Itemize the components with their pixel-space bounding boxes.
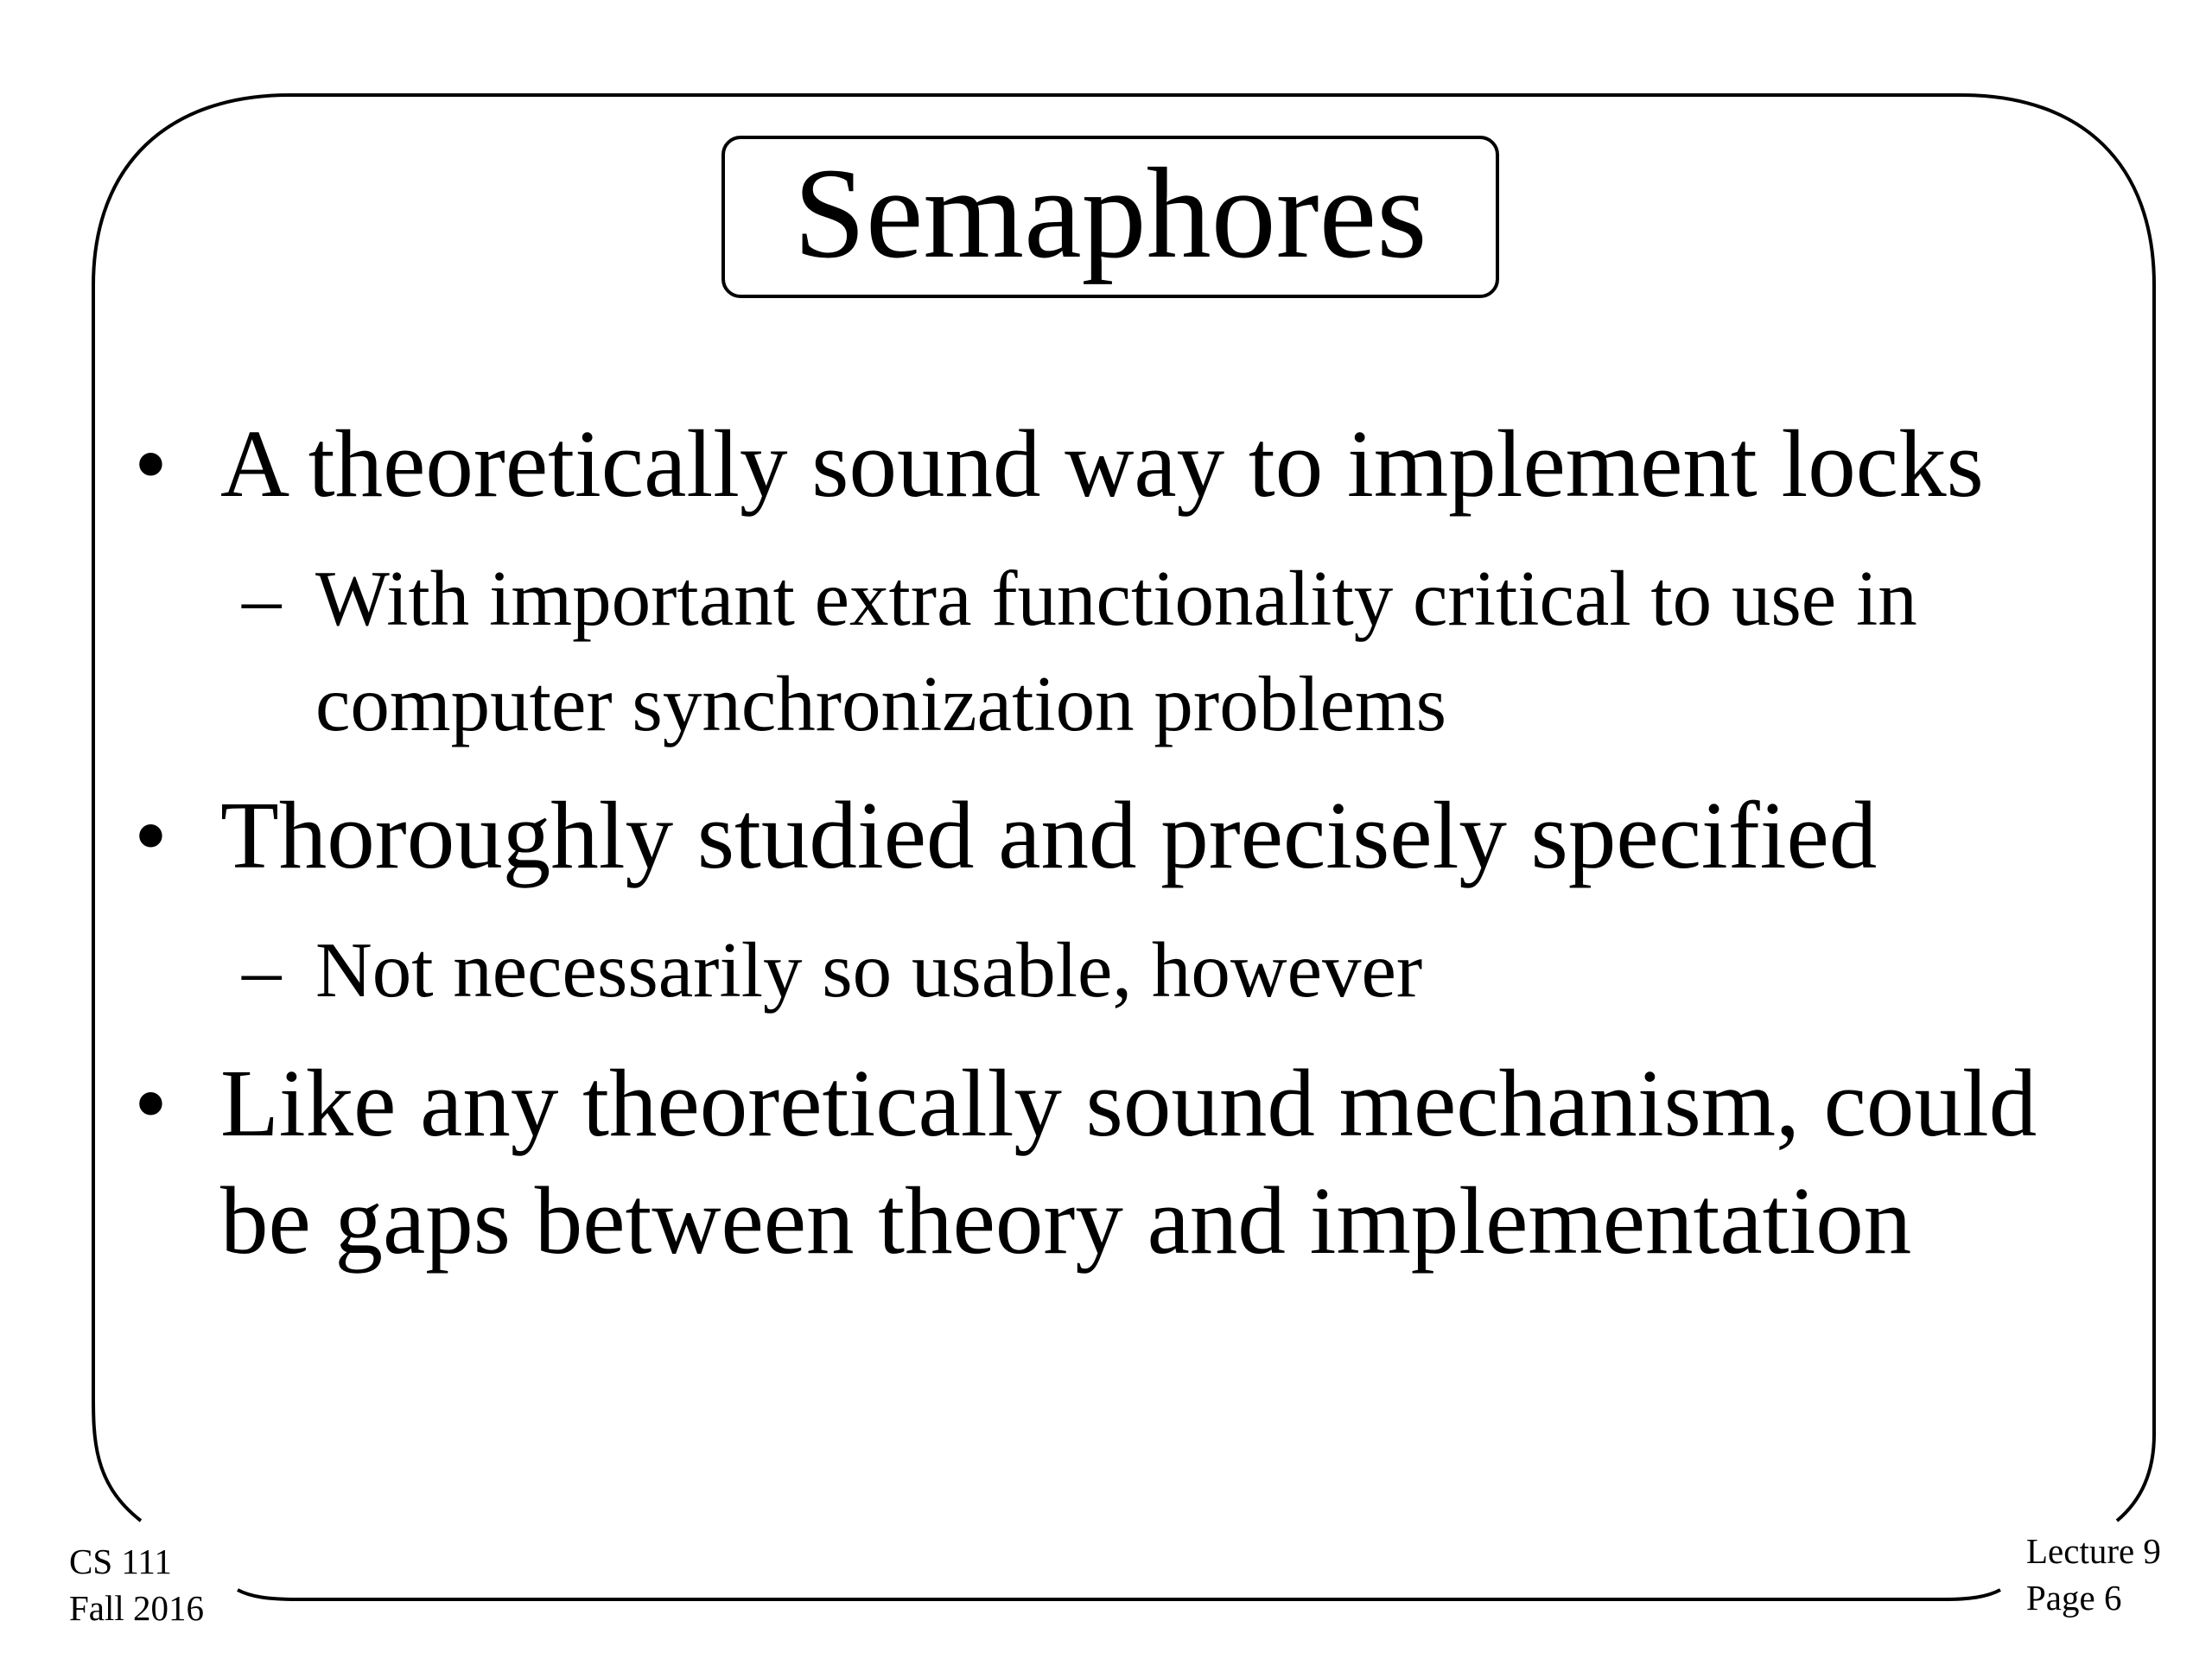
bullet-item bbox=[134, 1046, 2121, 1281]
footer-lecture-info bbox=[2026, 1528, 2161, 1621]
sub-bullet-item bbox=[242, 546, 2100, 757]
footer-term: Fall 2016 bbox=[69, 1588, 205, 1628]
slide-title: Semaphores bbox=[793, 142, 1427, 285]
bullet-text: Thoroughly studied and precisely specified bbox=[220, 783, 1878, 889]
bullet-text: Like any theoretically sound mechanism, could be gaps between theory and implementation bbox=[220, 1051, 2037, 1274]
slide-bottom-line bbox=[238, 1590, 2000, 1599]
sub-bullet-glyph: – bbox=[242, 555, 282, 642]
bullet-item bbox=[134, 406, 2121, 524]
bullet-glyph: • bbox=[134, 1051, 168, 1157]
bullet-glyph: • bbox=[134, 783, 168, 889]
footer-page: Page 6 bbox=[2026, 1578, 2122, 1618]
footer-course: CS 111 bbox=[69, 1541, 172, 1581]
sub-bullet-text: Not necessarily so usable, however bbox=[315, 926, 1423, 1014]
sub-bullet-glyph: – bbox=[242, 926, 282, 1014]
footer-lecture: Lecture 9 bbox=[2026, 1531, 2161, 1571]
footer-course-info bbox=[69, 1538, 204, 1631]
title-box bbox=[721, 136, 1499, 298]
sub-bullet-text: With important extra functionality critical to use in computer synchronization problems bbox=[315, 555, 1917, 747]
bullet-glyph: • bbox=[134, 411, 168, 518]
bullet-item bbox=[134, 778, 2121, 895]
bullet-text: A theoretically sound way to implement locks bbox=[220, 411, 1984, 518]
sub-bullet-item bbox=[242, 918, 2100, 1023]
